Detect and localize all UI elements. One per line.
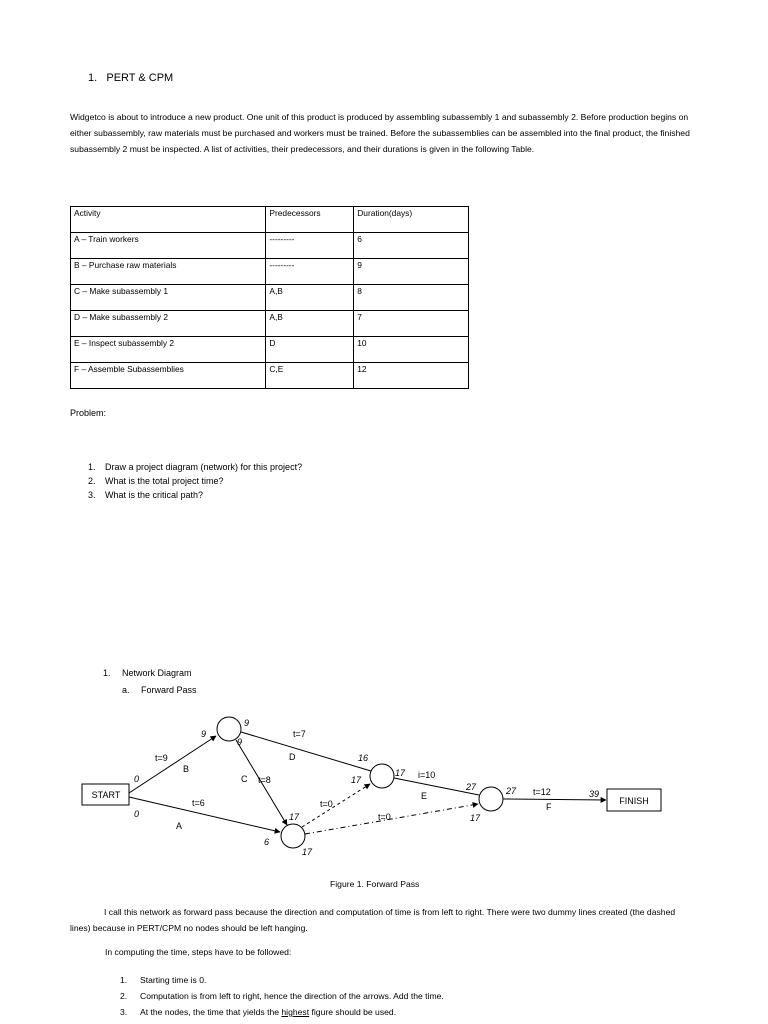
- label: E: [421, 791, 428, 801]
- label: 0: [134, 809, 140, 819]
- table-cell: F – Assemble Subassemblies: [71, 363, 266, 389]
- table-cell: A,B: [266, 285, 354, 311]
- table-header-cell: Predecessors: [266, 207, 354, 233]
- node-3: [281, 824, 305, 848]
- problem-label: Problem:: [70, 408, 107, 418]
- title-text: PERT & CPM: [106, 72, 174, 84]
- section-heading: 1. Network Diagram a. Forward Pass: [103, 668, 197, 695]
- table-cell: D: [266, 337, 354, 363]
- label: A: [176, 821, 183, 831]
- label: 0: [134, 774, 140, 784]
- steps-list: [120, 972, 444, 1020]
- label: C: [241, 774, 248, 784]
- finish-label: FINISH: [619, 796, 649, 806]
- label: 17: [395, 768, 406, 778]
- arrow-F: [503, 799, 606, 800]
- table-cell: 12: [354, 363, 469, 389]
- node-4: [479, 787, 503, 811]
- label: 17: [351, 775, 362, 785]
- arrow-B: [129, 736, 216, 793]
- table-cell: C – Make subassembly 1: [71, 285, 266, 311]
- table-header-cell: Duration(days): [354, 207, 469, 233]
- start-label: START: [91, 790, 121, 800]
- label: 27: [506, 786, 517, 796]
- title-number: 1.: [88, 72, 98, 84]
- table-cell: ---------: [266, 259, 354, 285]
- arrow-D: [241, 732, 371, 771]
- figure-caption: Figure 1. Forward Pass: [330, 879, 420, 889]
- table-cell: ---------: [266, 233, 354, 259]
- table-cell: E – Inspect subassembly 2: [71, 337, 266, 363]
- table-cell: 7: [354, 311, 469, 337]
- label: t=9: [155, 753, 168, 763]
- list-item: 3. At the nodes, the time that yields the highest figure should be used.: [120, 1007, 397, 1017]
- list-item: 2. Computation is from left to right, hence the direction of the arrows. Add the time.: [120, 991, 444, 1001]
- label: 16: [358, 753, 369, 763]
- subsection-title: Forward Pass: [141, 684, 197, 695]
- table-cell: 9: [354, 259, 469, 285]
- label: D: [289, 752, 296, 762]
- label: 6: [264, 837, 270, 847]
- label: 9: [201, 729, 207, 739]
- label: t=0: [320, 799, 333, 809]
- list-item: 3. What is the critical path?: [88, 490, 204, 501]
- label: B: [183, 764, 190, 774]
- intro-paragraph: Widgetco is about to introduce a new product. One unit of this product is produced by assembling subassembly 1 and subassembly 2. Before production begins on either subassembly, raw materials must be purchased and workers must be trained. Before the subassemblies can be assembled into the final product, the finished subassembly 2 must be inspected. A list of activities, their predecessors, and their durations is given in the following Table.: [70, 112, 690, 154]
- label: 27: [466, 782, 477, 792]
- table-cell: A,B: [266, 311, 354, 337]
- table-cell: 10: [354, 337, 469, 363]
- label: i=10: [418, 770, 436, 780]
- table-cell: A – Train workers: [71, 233, 266, 259]
- list-item: 1. Draw a project diagram (network) for this project?: [88, 462, 303, 472]
- table-cell: 6: [354, 233, 469, 259]
- list-item: 2. What is the total project time?: [88, 476, 224, 487]
- label: t=0: [378, 812, 391, 822]
- label: F: [546, 802, 552, 812]
- label: t=7: [293, 729, 306, 739]
- label: 9: [244, 718, 250, 728]
- list-item: 1. Starting time is 0.: [120, 975, 207, 985]
- table-cell: 8: [354, 285, 469, 311]
- underlined-word: highest: [281, 1007, 310, 1017]
- label: 9: [237, 737, 243, 747]
- dummy-1: [302, 784, 370, 827]
- table-cell: B – Purchase raw materials: [71, 259, 266, 285]
- label: 17: [289, 812, 300, 822]
- label: t=8: [258, 775, 271, 785]
- steps-intro: In computing the time, steps have to be followed:: [105, 947, 292, 957]
- label: 17: [302, 847, 313, 857]
- body-paragraph: I call this network as forward pass because the direction and computation of time is from left to right. There were two dummy lines created (the dashed lines) because in PERT/CPM no nodes should be left hanging.: [70, 907, 676, 933]
- label: t=6: [192, 798, 205, 808]
- label: 17: [470, 813, 481, 823]
- label: 39: [589, 789, 600, 799]
- section-title: Network Diagram: [122, 668, 192, 678]
- table-cell: D – Make subassembly 2: [71, 311, 266, 337]
- table-header-cell: Activity: [71, 207, 266, 233]
- table-cell: C,E: [266, 363, 354, 389]
- label: t=12: [533, 787, 551, 797]
- node-2: [370, 764, 394, 788]
